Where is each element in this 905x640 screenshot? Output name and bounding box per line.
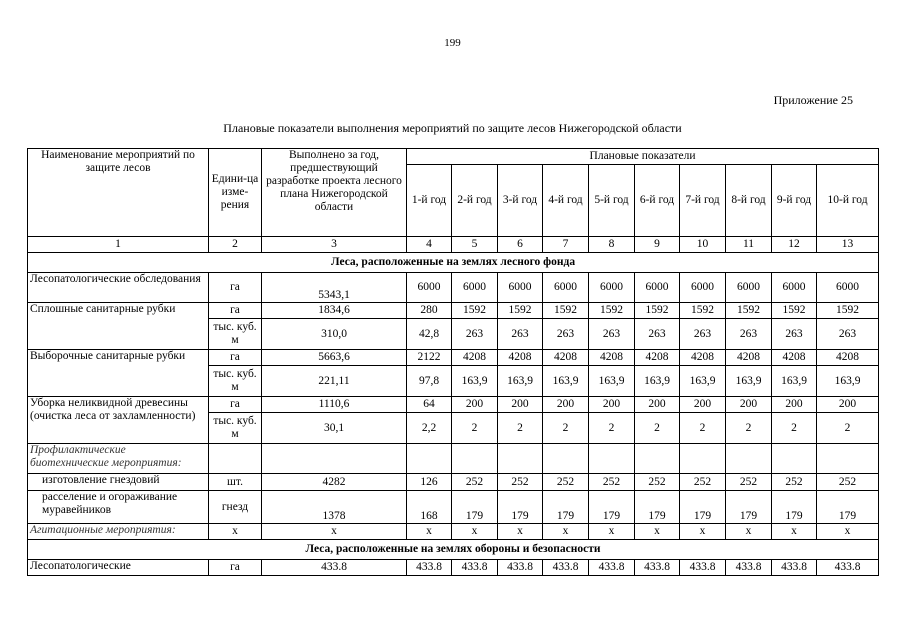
column-number-5: 5 [452,237,498,253]
unit-cell: га [209,397,262,413]
planned-value: 1592 [589,303,635,319]
planned-value: 2 [726,413,772,444]
planned-value: 179 [498,491,543,524]
planned-value: 2 [817,413,879,444]
planned-value: 2 [680,413,726,444]
planned-value: 200 [635,397,680,413]
empty-cell [262,444,407,474]
planned-value: х [817,524,879,540]
planned-value: 2 [543,413,589,444]
done-value: 433.8 [262,560,407,576]
unit-cell: га [209,350,262,366]
unit-cell: га [209,273,262,303]
planned-value: 2 [635,413,680,444]
planned-value: 179 [452,491,498,524]
activity-name: Лесопатологические обследования [28,273,209,303]
header-activity: Наименование мероприятий по защите лесов [28,149,209,237]
planned-value: 4208 [452,350,498,366]
planned-value: 2,2 [407,413,452,444]
planned-value: 200 [772,397,817,413]
planned-value: 263 [772,319,817,350]
planned-value: 252 [772,474,817,491]
planned-value: 179 [772,491,817,524]
unit-cell: шт. [209,474,262,491]
planned-value: 263 [680,319,726,350]
header-planned: Плановые показатели [407,149,879,165]
planned-value: 163,9 [498,366,543,397]
empty-cell [452,444,498,474]
planned-value: 263 [498,319,543,350]
planned-value: 263 [543,319,589,350]
done-value: 30,1 [262,413,407,444]
column-number-6: 6 [498,237,543,253]
done-value: 4282 [262,474,407,491]
activity-name: Уборка неликвидной древесины (очистка леса от захламленности) [28,397,209,444]
planned-value: 179 [635,491,680,524]
planned-value: 252 [452,474,498,491]
planned-value: 433.8 [543,560,589,576]
planned-value: 168 [407,491,452,524]
planned-value: 2 [772,413,817,444]
table-row [28,273,879,303]
planned-value: 263 [635,319,680,350]
planned-value: 252 [726,474,772,491]
planned-value: 200 [817,397,879,413]
empty-cell [407,444,452,474]
unit-cell: гнезд [209,491,262,524]
planned-value: 4208 [772,350,817,366]
header-year-10: 10-й год [817,165,879,237]
empty-cell [726,444,772,474]
column-number-7: 7 [543,237,589,253]
planned-value: 1592 [817,303,879,319]
planned-value: 163,9 [680,366,726,397]
empty-cell [680,444,726,474]
planned-value: 6000 [543,273,589,303]
planned-value: 4208 [817,350,879,366]
planned-value: 179 [543,491,589,524]
planned-value: 433.8 [817,560,879,576]
planned-value: 433.8 [726,560,772,576]
planned-value: 4208 [635,350,680,366]
planned-value: 163,9 [452,366,498,397]
header-year-8: 8-й год [726,165,772,237]
planned-value: 163,9 [589,366,635,397]
planned-value: 163,9 [543,366,589,397]
planned-value: 97,8 [407,366,452,397]
empty-cell [543,444,589,474]
header-year-4: 4-й год [543,165,589,237]
table-row [28,303,879,319]
empty-cell [817,444,879,474]
done-value: 5663,6 [262,350,407,366]
planned-value: х [543,524,589,540]
header-year-9: 9-й год [772,165,817,237]
table-row [28,350,879,366]
planned-value: 1592 [680,303,726,319]
header-year-2: 2-й год [452,165,498,237]
planned-value: 200 [498,397,543,413]
planned-value: 252 [589,474,635,491]
header-done: Выполнено за год, предшествующий разработке проекта лесного плана Нижегородской области [262,149,407,237]
planned-value: 2 [498,413,543,444]
planned-value: 263 [589,319,635,350]
planned-value: 179 [726,491,772,524]
planned-value: 433.8 [452,560,498,576]
unit-cell: га [209,303,262,319]
page-number: 199 [444,37,461,49]
planned-value: 1592 [635,303,680,319]
planned-value: 200 [452,397,498,413]
header-year-1: 1-й год [407,165,452,237]
unit-cell: тыс. куб. м [209,319,262,350]
table-row [28,397,879,413]
planned-value: 200 [680,397,726,413]
planned-value: 1592 [726,303,772,319]
planned-value: 2 [452,413,498,444]
planned-value: 6000 [817,273,879,303]
table-row [28,444,879,474]
empty-cell [589,444,635,474]
planned-value: 2122 [407,350,452,366]
planned-value: 179 [817,491,879,524]
planned-value: 252 [817,474,879,491]
planned-value: 433.8 [498,560,543,576]
planned-value: 433.8 [635,560,680,576]
planned-value: 4208 [498,350,543,366]
planned-value: 252 [543,474,589,491]
planned-value: 4208 [680,350,726,366]
planned-value: 163,9 [772,366,817,397]
empty-cell [635,444,680,474]
planned-value: 433.8 [680,560,726,576]
done-value: 310,0 [262,319,407,350]
column-number-10: 10 [680,237,726,253]
planned-value: 1592 [543,303,589,319]
table-row [28,560,879,576]
planned-value: 163,9 [817,366,879,397]
planned-value: 4208 [726,350,772,366]
column-number-11: 11 [726,237,772,253]
planned-value: х [498,524,543,540]
header-year-5: 5-й год [589,165,635,237]
planned-value: 179 [589,491,635,524]
planned-value: 179 [680,491,726,524]
planned-value: 4208 [589,350,635,366]
activity-name: Лесопатологические [28,560,209,576]
planned-value: 252 [680,474,726,491]
table-row [28,491,879,524]
planned-value: 200 [589,397,635,413]
planned-value: 163,9 [635,366,680,397]
empty-cell [209,444,262,474]
planned-value: 6000 [498,273,543,303]
planned-value: 252 [498,474,543,491]
planned-value: 1592 [452,303,498,319]
unit-cell: тыс. куб. м [209,366,262,397]
unit-cell: тыс. куб. м [209,413,262,444]
empty-cell [772,444,817,474]
done-value: 1834,6 [262,303,407,319]
header-year-7: 7-й год [680,165,726,237]
section-defense-lands: Леса, расположенные на землях обороны и безопасности [28,540,879,560]
planned-value: 6000 [680,273,726,303]
planned-value: х [772,524,817,540]
activity-name: Агитационные мероприятия: [28,524,209,540]
activity-name: расселение и огораживание муравейников [28,491,209,524]
column-number-4: 4 [407,237,452,253]
planned-value: 1592 [772,303,817,319]
column-number-2: 2 [209,237,262,253]
column-number-1: 1 [28,237,209,253]
done-value: х [262,524,407,540]
unit-cell: га [209,560,262,576]
appendix-label: Приложение 25 [773,93,853,107]
planned-value: 42,8 [407,319,452,350]
column-number-3: 3 [262,237,407,253]
planned-value: 200 [543,397,589,413]
done-value: 1378 [262,491,407,524]
done-value: 1110,6 [262,397,407,413]
table-title: Плановые показатели выполнения мероприятий по защите лесов Нижегородской области [223,121,682,135]
done-value: 5343,1 [262,273,407,303]
planned-value: х [726,524,772,540]
planned-value: 252 [635,474,680,491]
planned-value: х [452,524,498,540]
planned-value: 6000 [407,273,452,303]
planned-value: 6000 [772,273,817,303]
planned-value: 6000 [452,273,498,303]
planned-value: 6000 [635,273,680,303]
planned-value: х [407,524,452,540]
section-forest-fund: Леса, расположенные на землях лесного фонда [28,253,879,273]
planned-value: х [589,524,635,540]
planned-value: 263 [452,319,498,350]
activity-name: Профилактические биотехнические мероприятия: [28,444,209,474]
planned-value: 6000 [589,273,635,303]
planned-value: 64 [407,397,452,413]
planned-value: 263 [726,319,772,350]
column-number-8: 8 [589,237,635,253]
empty-cell [498,444,543,474]
planned-indicators-table [27,148,879,576]
column-number-12: 12 [772,237,817,253]
activity-name: Выборочные санитарные рубки [28,350,209,397]
planned-value: 263 [817,319,879,350]
planned-value: 200 [726,397,772,413]
planned-value: 433.8 [772,560,817,576]
planned-value: 4208 [543,350,589,366]
planned-value: 433.8 [407,560,452,576]
column-number-13: 13 [817,237,879,253]
activity-name: изготовление гнездовий [28,474,209,491]
planned-value: 433.8 [589,560,635,576]
table-row [28,524,879,540]
header-year-6: 6-й год [635,165,680,237]
planned-value: 2 [589,413,635,444]
planned-value: 280 [407,303,452,319]
planned-value: 6000 [726,273,772,303]
unit-cell: х [209,524,262,540]
planned-value: 1592 [498,303,543,319]
table-row [28,474,879,491]
column-number-9: 9 [635,237,680,253]
planned-value: 163,9 [726,366,772,397]
header-year-3: 3-й год [498,165,543,237]
header-unit: Едини-ца изме-рения [209,149,262,237]
planned-value: х [680,524,726,540]
planned-value: х [635,524,680,540]
done-value: 221,11 [262,366,407,397]
planned-value: 126 [407,474,452,491]
activity-name: Сплошные санитарные рубки [28,303,209,350]
